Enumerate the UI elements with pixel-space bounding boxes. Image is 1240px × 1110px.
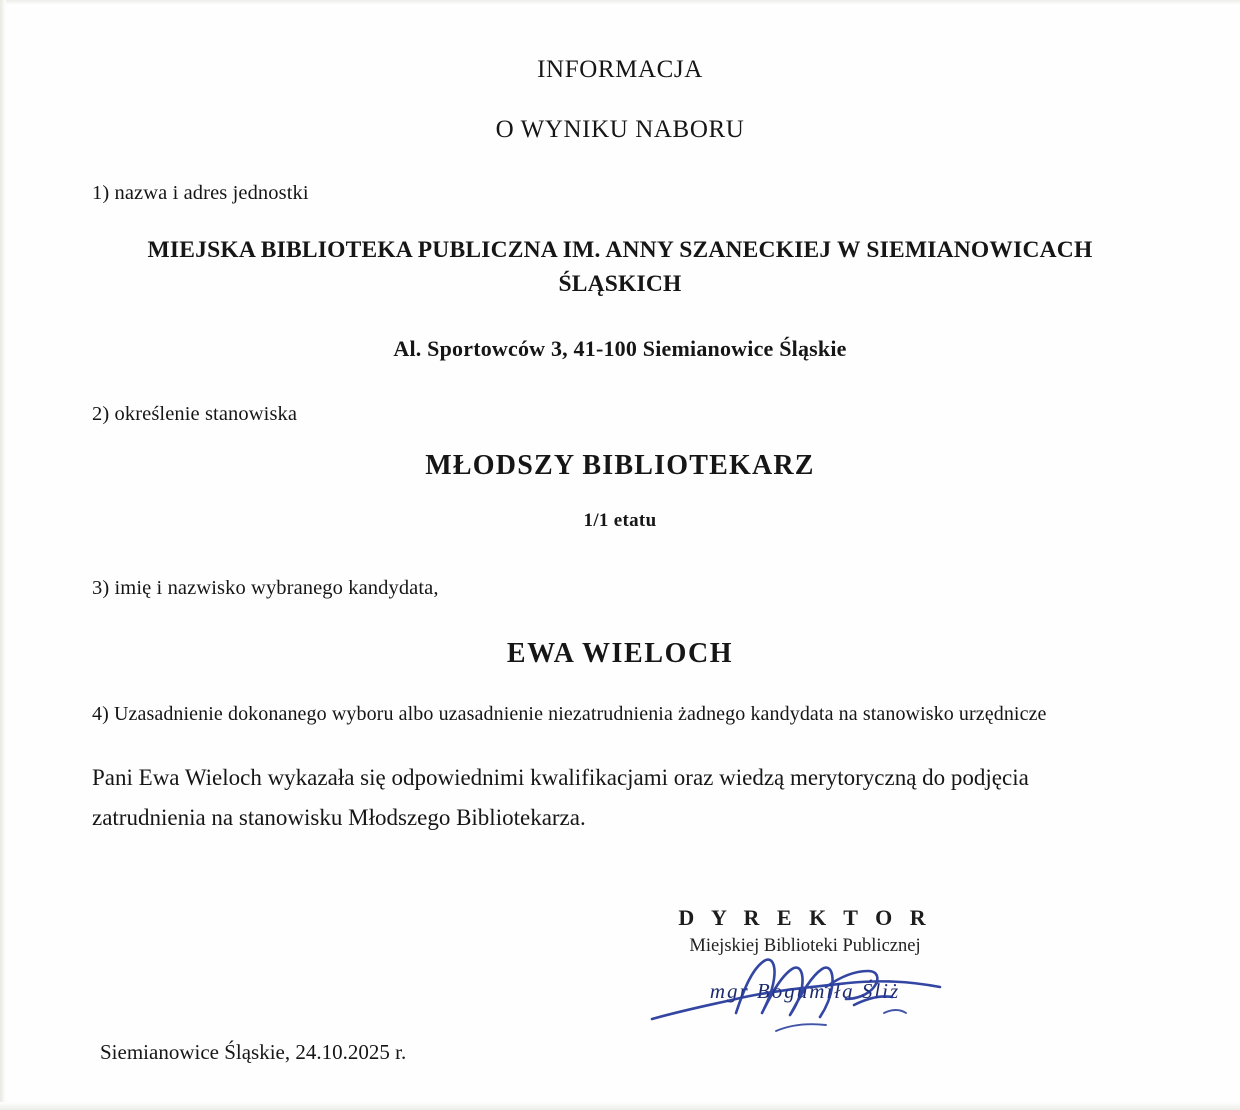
section-2-label: 2) określenie stanowiska: [92, 403, 298, 425]
place-and-date: Siemianowice Śląskie, 24.10.2025 r.: [100, 1040, 407, 1064]
stamp-institution-text: Miejskiej Biblioteki Publicznej: [689, 936, 921, 956]
selected-candidate-name: EWA WIELOCH: [506, 638, 734, 669]
organization-address: Al. Sportowców 3, 41-100 Siemianowice Śląskie: [393, 336, 847, 361]
section-3-label: 3) imię i nazwisko wybranego kandydata,: [92, 577, 439, 599]
section-1-label: 1) nazwa i adres jednostki: [92, 182, 309, 204]
scan-edge-top: [0, 0, 1240, 5]
position-name: MŁODSZY BIBLIOTEKARZ: [425, 450, 815, 481]
position-fte: 1/1 etatu: [583, 510, 657, 531]
section-4-label: 4) Uzasadnienie dokonanego wyboru albo uzasadnienie niezatrudnienia żadnego kandydata na stanowisko urzędnicze: [92, 703, 1047, 725]
justification-paragraph: Pani Ewa Wieloch wykazała się odpowiednimi kwalifikacjami oraz wiedzą merytoryczną do podjęcia zatrudnienia na stanowisku Młodszego Bibliotekarza.: [92, 765, 1029, 830]
scan-edge-bottom: [0, 1102, 1240, 1110]
scan-edge-left: [0, 0, 6, 1110]
organization-name: MIEJSKA BIBLIOTEKA PUBLICZNA IM. ANNY SZANECKIEJ W SIEMIANOWICACH ŚLĄSKICH: [147, 237, 1093, 298]
director-stamp: [640, 905, 970, 1040]
document-title-secondary: O WYNIKU NABORU: [495, 116, 745, 143]
document-title-primary: INFORMACJA: [537, 56, 703, 83]
stamp-role-text: D Y R E K T O R: [678, 905, 932, 930]
stamp-signatory-text: mgr Bogumiła Śliż: [709, 979, 901, 1003]
